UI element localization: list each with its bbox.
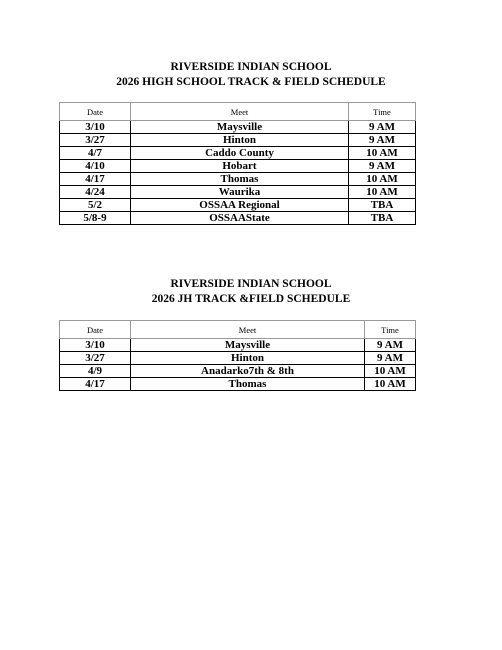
cell-time: 10 AM: [365, 365, 416, 378]
cell-meet: Anadarko7th & 8th: [131, 365, 365, 378]
cell-time: 10 AM: [349, 173, 416, 186]
table-row: [60, 186, 416, 199]
table-row: [60, 339, 416, 352]
cell-date: 5/8-9: [60, 212, 131, 225]
jh-schedule-table: [59, 320, 416, 391]
cell-meet: Hinton: [131, 352, 365, 365]
hs-title-line2: 2026 HIGH SCHOOL TRACK & FIELD SCHEDULE: [116, 76, 386, 88]
cell-meet: Maysville: [131, 121, 349, 134]
cell-time: 9 AM: [349, 121, 416, 134]
jh-header-date: Date: [60, 321, 131, 339]
cell-time: 10 AM: [349, 186, 416, 199]
table-row: [60, 199, 416, 212]
jh-table-body: [60, 339, 416, 391]
cell-date: 4/24: [60, 186, 131, 199]
jh-title-line1: RIVERSIDE INDIAN SCHOOL: [170, 278, 332, 290]
cell-date: 4/9: [60, 365, 131, 378]
cell-date: 3/27: [60, 352, 131, 365]
cell-date: 4/7: [60, 147, 131, 160]
cell-meet: Maysville: [131, 339, 365, 352]
hs-header-meet: Meet: [131, 103, 349, 121]
cell-meet: Thomas: [131, 173, 349, 186]
cell-meet: Hobart: [131, 160, 349, 173]
cell-date: 4/17: [60, 378, 131, 391]
cell-date: 3/10: [60, 121, 131, 134]
table-row: [60, 378, 416, 391]
jh-header-meet: Meet: [131, 321, 365, 339]
cell-time: 9 AM: [349, 160, 416, 173]
cell-date: 3/10: [60, 339, 131, 352]
cell-time: 9 AM: [365, 339, 416, 352]
hs-schedule-table: [59, 102, 416, 225]
table-row: [60, 134, 416, 147]
cell-date: 5/2: [60, 199, 131, 212]
hs-title-block: [0, 60, 502, 90]
hs-header-date: Date: [60, 103, 131, 121]
jh-header-row: [60, 321, 416, 339]
jh-header-time: Time: [365, 321, 416, 339]
table-row: [60, 365, 416, 378]
cell-meet: Hinton: [131, 134, 349, 147]
table-row: [60, 160, 416, 173]
cell-time: TBA: [349, 212, 416, 225]
cell-meet: Thomas: [131, 378, 365, 391]
hs-header-time: Time: [349, 103, 416, 121]
table-row: [60, 121, 416, 134]
hs-header-row: [60, 103, 416, 121]
table-row: [60, 352, 416, 365]
jh-title-block: [0, 277, 502, 307]
cell-time: 9 AM: [349, 134, 416, 147]
cell-meet: Caddo County: [131, 147, 349, 160]
cell-time: 9 AM: [365, 352, 416, 365]
cell-date: 4/17: [60, 173, 131, 186]
cell-date: 4/10: [60, 160, 131, 173]
cell-meet: OSSAA Regional: [131, 199, 349, 212]
table-row: [60, 212, 416, 225]
table-row: [60, 173, 416, 186]
jh-title-line2: 2026 JH TRACK &FIELD SCHEDULE: [151, 293, 351, 305]
table-row: [60, 147, 416, 160]
cell-time: 10 AM: [365, 378, 416, 391]
hs-table-body: [60, 121, 416, 225]
cell-time: 10 AM: [349, 147, 416, 160]
cell-meet: Waurika: [131, 186, 349, 199]
cell-date: 3/27: [60, 134, 131, 147]
hs-title-line1: RIVERSIDE INDIAN SCHOOL: [170, 61, 332, 73]
cell-meet: OSSAAState: [131, 212, 349, 225]
cell-time: TBA: [349, 199, 416, 212]
